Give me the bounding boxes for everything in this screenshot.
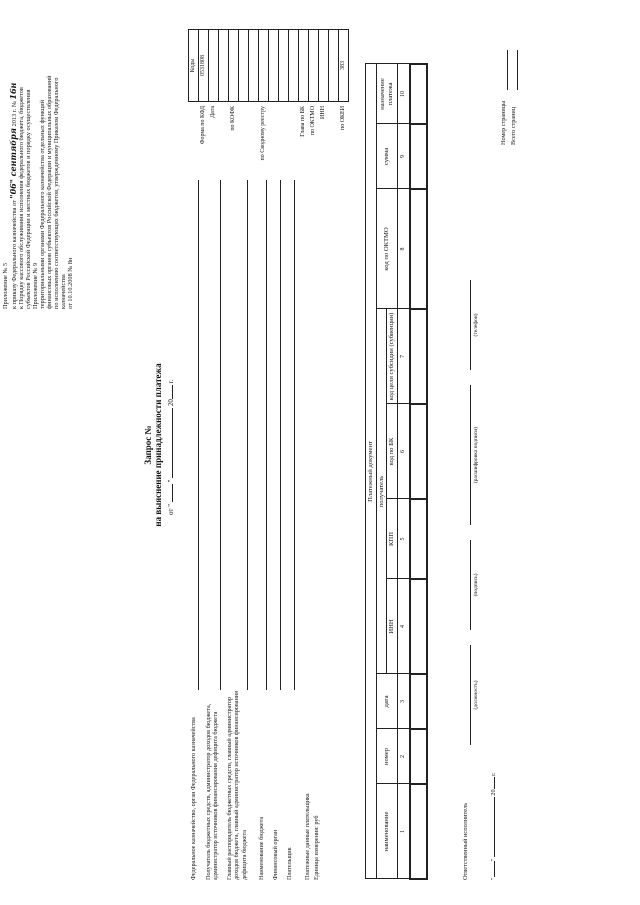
caption-signature: (подпись) — [473, 573, 479, 597]
subgroup-header: получатель — [376, 309, 387, 674]
table-cell — [410, 674, 427, 729]
total-pages-label: Всего страниц — [510, 106, 517, 145]
note-line: от 10.10.2008 № 8н — [67, 257, 75, 309]
col-header: код по ОКТМО — [376, 189, 397, 309]
fill-line — [266, 180, 267, 690]
col-header: наименование — [376, 784, 397, 879]
col-header: ИНН — [387, 579, 398, 674]
table-cell — [410, 729, 427, 784]
field-label-recipient: Получатель бюджетных средств, администратор доходов бюджета, администратор источников финансирования дефицита бюджета — [205, 703, 220, 880]
appendix-line: Приложение № 5 — [2, 262, 9, 309]
note-line: Приложение № 9 — [32, 262, 40, 309]
code-value: 383 — [339, 30, 349, 102]
col-header: сумма — [376, 124, 397, 189]
note-line: финансовых органов субъектов Российской Федерации и муниципальных образований — [46, 75, 54, 309]
col-number: 4 — [397, 579, 410, 674]
fill-line — [294, 180, 295, 690]
col-number: 7 — [397, 309, 410, 404]
table-cell — [410, 499, 427, 579]
col-number: 5 — [397, 499, 410, 579]
fill-line — [470, 280, 471, 370]
note-line: территориальными органами Федерального казначейства отдельных функций — [39, 99, 47, 309]
code-label: Форма по КФД — [200, 105, 207, 145]
table-row — [410, 64, 427, 879]
field-label-unit: Единица измерения: руб — [313, 815, 320, 880]
fill-line — [220, 180, 221, 690]
page-number-label: Номер страницы — [500, 100, 507, 145]
code-value — [209, 30, 219, 102]
code-label: Дата — [210, 105, 217, 118]
code-value — [309, 30, 319, 102]
code-value: 0531808 — [199, 30, 209, 102]
col-header: назначение платежа — [376, 64, 397, 124]
code-value — [319, 30, 329, 102]
fill-line — [470, 540, 471, 630]
col-header: КПП — [387, 499, 398, 579]
footer-date: "" 20 г. — [490, 772, 497, 880]
payment-table — [365, 63, 428, 880]
fill-line — [517, 50, 518, 90]
col-number: 9 — [397, 124, 410, 189]
caption-position: (должность) — [473, 680, 479, 710]
field-label-payment-data: Платежные данные плательщика — [304, 793, 311, 880]
code-label: по Сводному реестру — [260, 105, 267, 161]
fill-line — [280, 180, 281, 690]
code-label: Глава по БК — [300, 105, 307, 137]
col-header: дата — [376, 674, 397, 729]
code-label: ИНН — [320, 105, 327, 119]
table-cell — [410, 404, 427, 499]
table-cell — [410, 124, 427, 189]
executor-label: Ответственный исполнитель — [462, 802, 469, 880]
date-line: от " " 20 г. — [166, 379, 175, 515]
table-cell — [410, 579, 427, 674]
col-number: 8 — [397, 189, 410, 309]
code-value — [299, 30, 309, 102]
table-cell — [410, 64, 427, 124]
col-number: 3 — [397, 674, 410, 729]
appendix-note — [2, 9, 74, 309]
caption-phone: (телефон) — [473, 313, 479, 337]
table-cell — [410, 784, 427, 879]
col-header: номер — [376, 729, 397, 784]
handwritten-number: 16н — [8, 82, 19, 100]
code-label: по ОКЕИ — [340, 105, 347, 130]
fill-line — [470, 385, 471, 525]
fill-line — [198, 180, 199, 690]
caption-decoding: (расшифровка подписи) — [473, 426, 479, 484]
note-line: казначейства — [60, 274, 68, 309]
note-line: к Порядку кассового обслуживания исполнения федерального бюджета, бюджетов — [18, 87, 26, 309]
field-label-treasury: Федеральное казначейство, орган Федерального казначейства — [190, 717, 197, 880]
col-number: 2 — [397, 729, 410, 784]
col-number: 1 — [397, 784, 410, 879]
fill-line — [247, 180, 248, 690]
code-value — [259, 30, 269, 102]
note-line: субъектов Российской Федерации и местных бюджетов и порядку осуществления — [25, 89, 33, 309]
col-number: 10 — [397, 64, 410, 124]
document-title: Запрос № — [143, 425, 153, 465]
field-label-payer: Плательщик — [286, 847, 293, 880]
handwritten-date: "06" сентября — [8, 127, 19, 199]
fill-line — [507, 50, 508, 90]
col-number: 6 — [397, 404, 410, 499]
order-line: к приказу Федерального казначейства от "06" сентября 2013 г. № 16н — [8, 82, 19, 309]
field-label-chief-manager: Главный распорядитель бюджетных средств, главный администратор доходов бюджета, главный администратор источников финансирования дефицита бюджета — [226, 691, 248, 880]
code-value — [229, 30, 239, 102]
document-subtitle: на выяснение принадлежности платежа — [153, 363, 164, 527]
group-header: Платежный документ — [366, 64, 377, 879]
codes-box — [188, 29, 349, 175]
table-cell — [410, 309, 427, 404]
field-label-finance-body: Финансовый орган — [272, 829, 279, 880]
code-label: по ОКТМО — [310, 105, 317, 136]
document-title-block — [143, 325, 175, 565]
fill-line — [470, 645, 471, 745]
table-cell — [410, 189, 427, 309]
codes-header: Коды — [189, 30, 199, 102]
col-header: код цели субсидии (субвенции) — [387, 309, 398, 404]
col-header: код по БК — [387, 404, 398, 499]
field-label-budget-name: Наименование бюджета — [258, 816, 265, 880]
code-label: по КОФК — [230, 105, 237, 131]
note-line: по исполнению соответствующих бюджетов, утвержденному Приказом Федерального — [53, 77, 61, 309]
codes-table — [188, 29, 349, 175]
